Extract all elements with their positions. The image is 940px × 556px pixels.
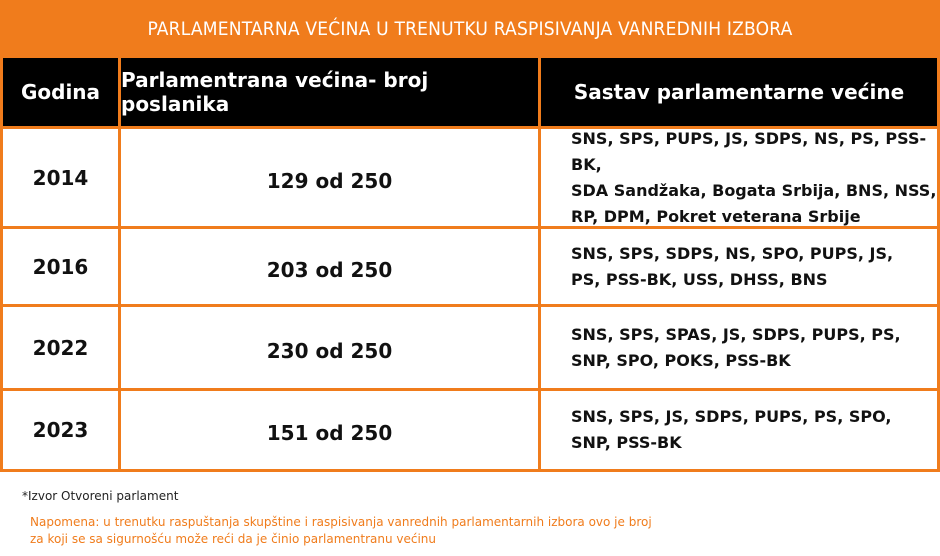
year-cell: 2014 (32, 165, 89, 190)
composition-line: SDA Sandžaka, Bogata Srbija, BNS, NSS, (571, 180, 937, 200)
composition-line: SNS, SPS, SPAS, JS, SDPS, PUPS, PS, (571, 324, 901, 344)
composition-line: SNS, SPS, JS, SDPS, PUPS, PS, SPO, (571, 407, 892, 426)
year-cell: 2022 (32, 335, 89, 360)
composition-line: SNS, SPS, SDPS, NS, SPO, PUPS, JS, (571, 243, 894, 263)
table-row (3, 126, 937, 226)
table-row (3, 304, 937, 388)
footnote-line: za koji se sa sigurnošću može reći da je činio parlamentranu većinu (30, 532, 437, 546)
composition-line: RP, DPM, Pokret veterana Srbije (571, 206, 861, 226)
header-year: Godina (20, 80, 101, 104)
table-row (3, 226, 937, 304)
source-note: *Izvor Otvoreni parlament (22, 489, 179, 503)
composition-line: SNS, SPS, PUPS, JS, SDPS, NS, PS, PSS-BK, (571, 128, 927, 174)
composition-cell (538, 391, 937, 469)
header-composition: Sastav parlamentarne većine (538, 58, 937, 126)
majority-table (0, 58, 940, 472)
footnote-line: Napomena: u trenutku raspuštanja skupštine i raspisivanja vanrednih parlamentarnih izbora ovo je broj (30, 515, 652, 529)
composition-line: PS, PSS-BK, USS, DHSS, BNS (571, 269, 828, 289)
composition-cell (538, 129, 937, 226)
footnote (30, 514, 710, 548)
majority-cell: 230 od 250 (118, 307, 538, 388)
year-cell: 2023 (32, 418, 89, 442)
year-cell: 2016 (32, 254, 89, 279)
table-title: PARLAMENTARNA VEĆINA U TRENUTKU RASPISIVANJA VANREDNIH IZBORA (0, 0, 940, 58)
table-row (3, 388, 937, 469)
table-header-row (3, 58, 937, 126)
majority-cell: 203 od 250 (118, 229, 538, 304)
composition-line: SNP, SPO, POKS, PSS-BK (571, 350, 791, 370)
majority-cell: 151 od 250 (118, 391, 538, 469)
majority-cell: 129 od 250 (118, 129, 538, 226)
composition-cell (538, 229, 937, 304)
composition-line: SNP, PSS-BK (571, 433, 682, 452)
composition-cell (538, 307, 937, 388)
header-majority: Parlamentrana većina- broj poslanika (118, 58, 538, 126)
